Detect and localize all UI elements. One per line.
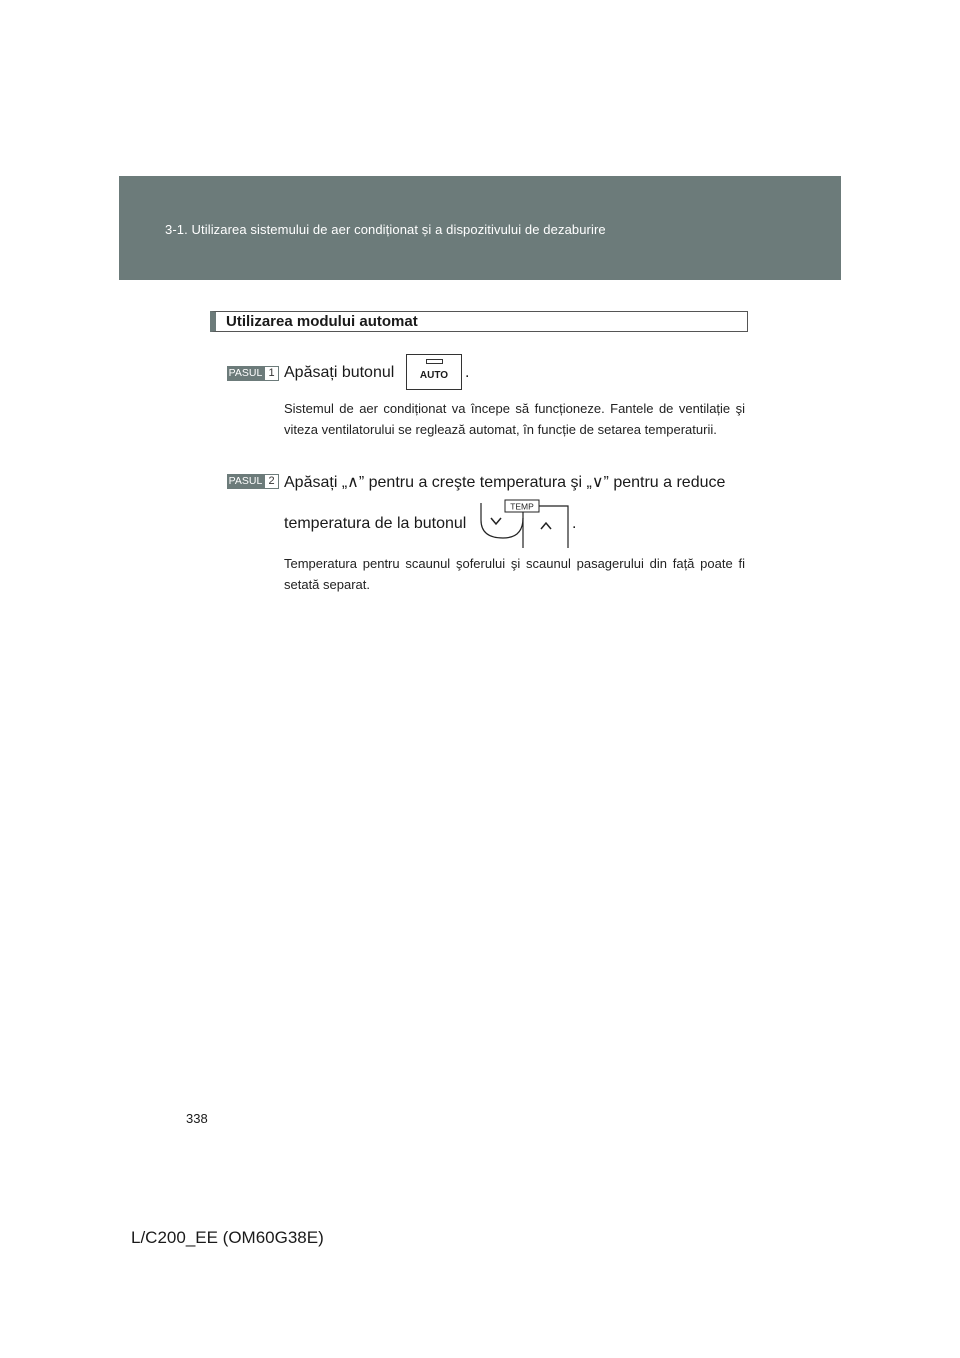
step-1-badge <box>227 366 279 381</box>
temp-down-icon <box>491 518 501 524</box>
header-band <box>119 176 841 280</box>
step-2-note: Temperatura pentru scaunul şoferului şi scaunul pasagerului din față poate fi setată separat. <box>284 556 745 592</box>
indicator-light-icon <box>426 359 443 364</box>
step-1-badge-label: PASUL <box>228 367 263 379</box>
step-2-period: . <box>572 515 577 532</box>
chapter-title: 3-1. Utilizarea sistemului de aer condiționat și a dispozitivului de dezaburire <box>165 222 606 237</box>
section-heading-text: Utilizarea modului automat <box>226 313 418 330</box>
temp-label-text: TEMP <box>510 501 534 512</box>
step-1-text: Apăsați butonul <box>284 364 395 381</box>
step-1-period: . <box>465 364 470 381</box>
step-1-badge-number: 1 <box>264 366 279 381</box>
section-heading <box>210 311 748 332</box>
step-2-text-line2: temperatura de la butonul <box>284 515 467 532</box>
step-2-badge-number: 2 <box>264 474 279 489</box>
step-2-badge-label: PASUL <box>228 475 263 487</box>
temp-up-icon <box>541 523 551 529</box>
step-1-note: Sistemul de aer condiționat va începe să funcționeze. Fantele de ventilație şi viteza ventilatorului se reglează automat, în funcție de setarea temperaturii. <box>284 401 745 437</box>
auto-button-label: AUTO <box>419 370 449 381</box>
page-number: 338 <box>186 1111 208 1126</box>
step-2-text-line1: Apăsați „∧” pentru a creşte temperatura şi „∨” pentru a reduce <box>284 474 726 491</box>
auto-button-icon <box>406 354 462 390</box>
temp-button-icon <box>478 498 570 550</box>
step-2-badge <box>227 474 279 489</box>
document-code: L/C200_EE (OM60G38E) <box>131 1228 324 1247</box>
